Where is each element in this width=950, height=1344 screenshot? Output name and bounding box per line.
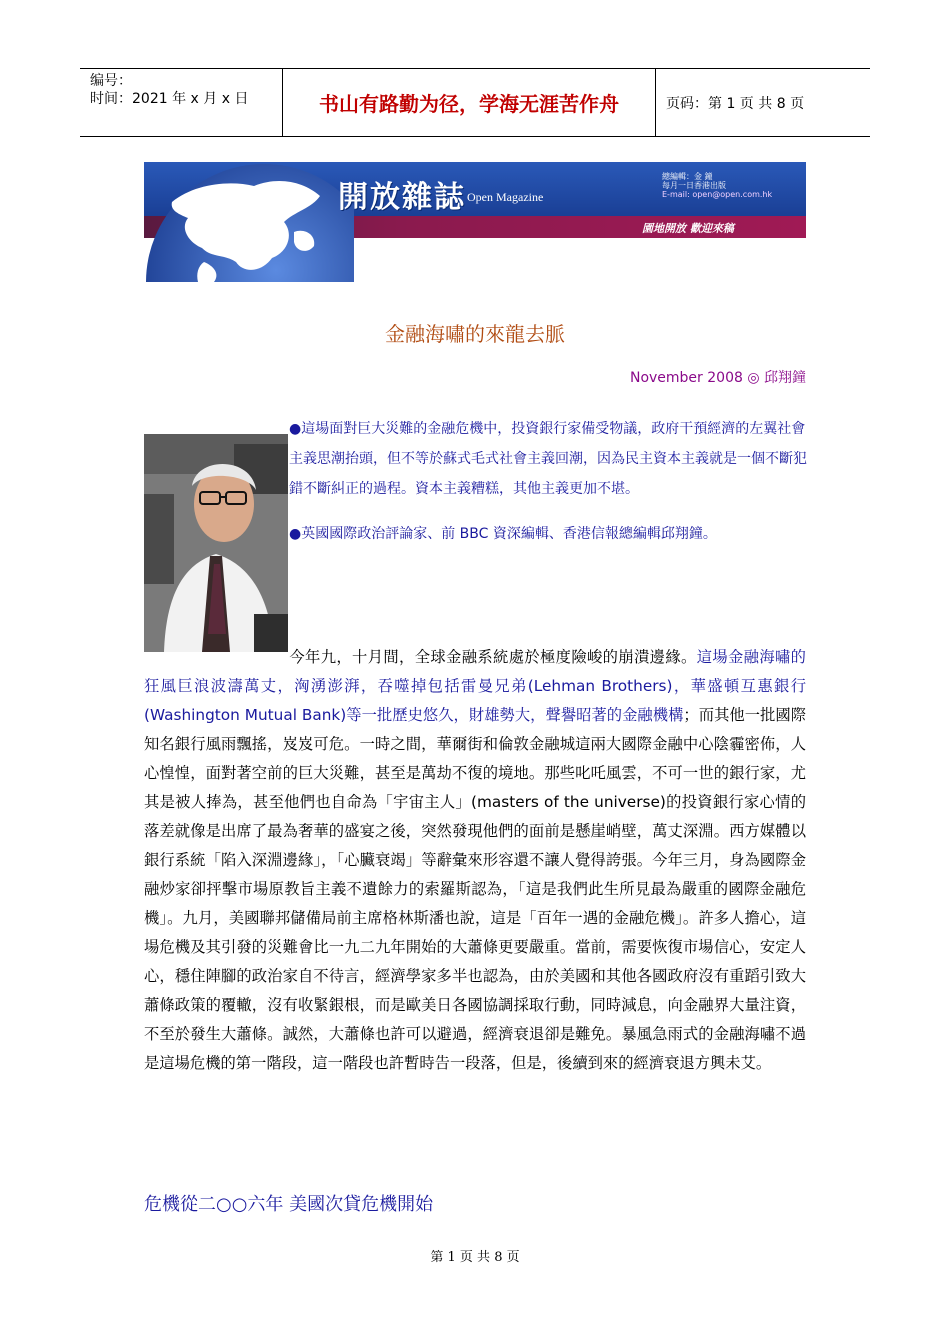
header-page-info: 页码：第 1 页 共 8 页 [666, 95, 805, 112]
header-meta [80, 69, 280, 136]
time-label: 时间：2021 年 x 月 x 日 [90, 91, 249, 107]
article-intro [289, 414, 809, 549]
intro-author-bio: ●英國國際政治評論家、前 BBC 資深編輯、香港信報總編輯邱翔鐘。 [289, 526, 717, 542]
author-portrait-image [144, 434, 288, 652]
banner-email: E-mail: open@open.com.hk [662, 190, 773, 199]
section-heading: 危機從二○○六年 美國次貸危機開始 [144, 1194, 434, 1215]
intro-summary: ●這場面對巨大災難的金融危機中，投資銀行家備受物議，政府干預經濟的左翼社會主義思潮抬頭，但不等於蘇式毛式社會主義回潮，因為民主資本主義就是一個不斷犯錯不斷糾正的過程。資本主義糟糕，其他主義更加不堪。 [289, 421, 807, 497]
document-header [80, 68, 870, 137]
magazine-banner [144, 162, 806, 282]
banner-slogan: 園地開放 歡迎來稿 [642, 222, 734, 235]
banner-schedule: 每月一日香港出版 [662, 181, 726, 190]
page-footer: 第 1 页 共 8 页 [430, 1250, 520, 1265]
intro-spacer [289, 504, 809, 519]
number-label: 编号： [90, 73, 132, 89]
globe-icon [144, 162, 354, 282]
article-body [144, 643, 806, 1078]
body-para-highlight: 這場金融海嘯的狂風巨浪波濤萬丈，洶湧澎湃，吞噬掉包括雷曼兄弟(Lehman Brothers)，華盛頓互惠銀行(Washington Mutual Bank)等一批歷史悠久，財雄勢大，聲譽昭著的金融機構 [144, 648, 806, 724]
body-para-rest: ；而其他一批國際知名銀行風雨飄搖，岌岌可危。一時之間，華爾街和倫敦金融城這兩大國際金融中心陰霾密佈，人心惶惶，面對著空前的巨大災難，甚至是萬劫不復的境地。那些叱吒風雲，不可一世的銀行家，尤其是被人捧為，甚至他們也自命為「宇宙主人」(masters of the universe)的投資銀行家心情的落差就像是出席了最為奢華的盛宴之後，突然發現他們的面前是懸崖峭壁，萬丈深淵。西方媒體以銀行系統「陷入深淵邊緣」，「心臟衰竭」等辭彙來形容還不讓人覺得誇張。今年三月，身為國際金融炒家卻抨擊市場原教旨主義不遺餘力的索羅斯認為，「這是我們此生所見最為嚴重的國際金融危機」。九月，美國聯邦儲備局前主席格林斯潘也說，這是「百年一遇的金融危機」。許多人擔心，這場危機及其引發的災難會比一九二九年開始的大蕭條更要嚴重。當前，需要恢復市場信心，安定人心，穩住陣腳的政治家自不待言，經濟學家多半也認為，由於美國和其他各國政府沒有重蹈引致大蕭條政策的覆轍，沒有收緊銀根，而是歐美日各國協調採取行動，同時減息，向金融界大量注資，不至於發生大蕭條。誠然，大蕭條也許可以避過，經濟衰退卻是難免。暴風急雨式的金融海嘯不過是這場危機的第一階段，這一階段也許暫時告一段落，但是，後續到來的經濟衰退方興未艾。 [144, 706, 806, 1072]
banner-subtitle: Open Magazine [467, 190, 544, 204]
body-para-start: 今年九，十月間，全球金融系統處於極度險峻的崩潰邊緣。 [289, 648, 697, 666]
banner-title: 開放雜誌 [338, 180, 466, 215]
header-motto: 书山有路勤为径，学海无涯苦作舟 [282, 69, 656, 136]
article-dateline: November 2008 ◎ 邱翔鐘 [629, 370, 806, 386]
author-photo [144, 434, 288, 652]
banner-info [662, 172, 772, 199]
banner-editor: 總編輯：金 鐘 [662, 172, 713, 181]
article-title: 金融海嘯的來龍去脈 [385, 322, 565, 346]
